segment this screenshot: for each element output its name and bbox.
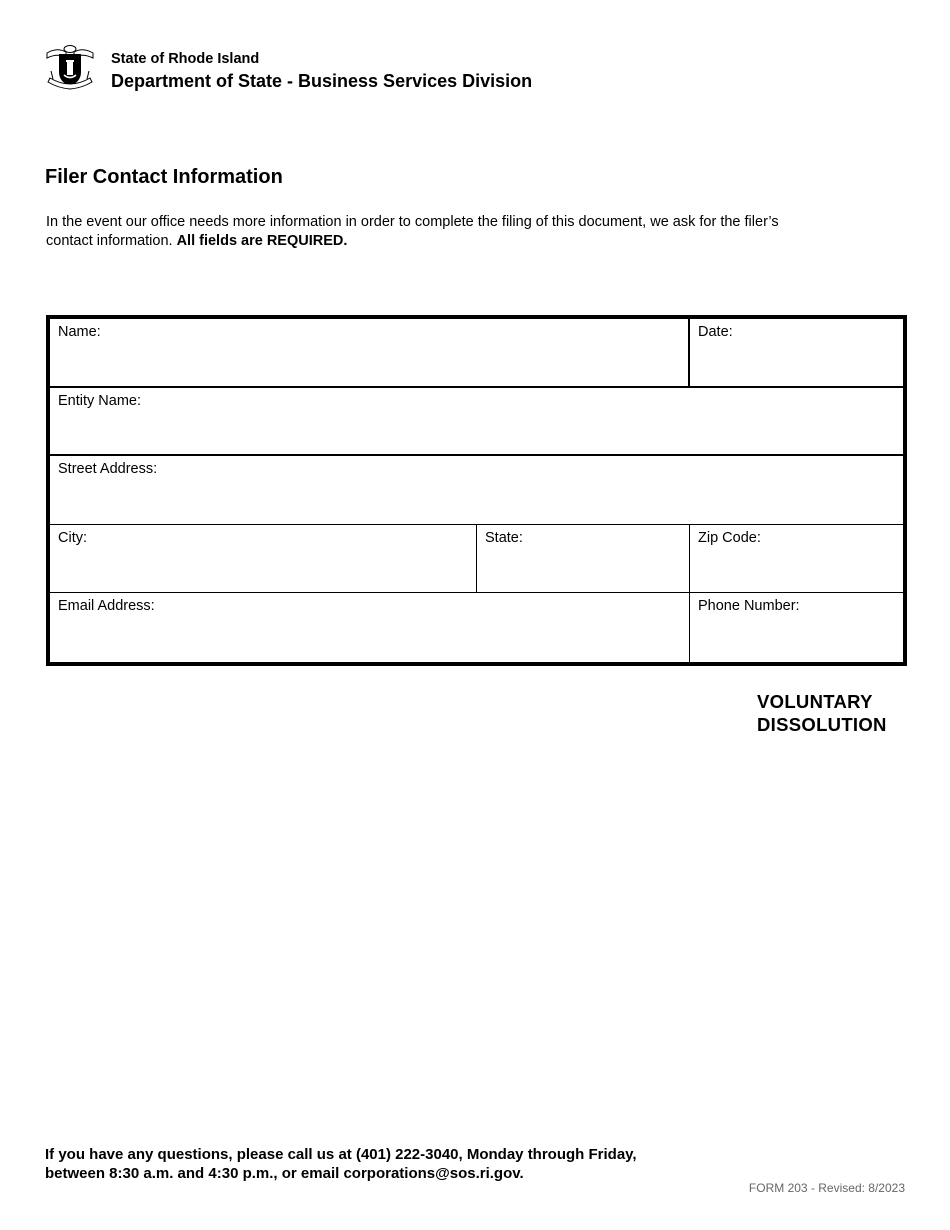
city-field[interactable] (50, 525, 477, 593)
entity-name-field[interactable] (50, 388, 903, 456)
footer-contact-line1: If you have any questions, please call us at (401) 222-3040, Monday through Friday, (45, 1146, 637, 1163)
zip-code-label: Zip Code: (698, 530, 761, 546)
footer-contact-line2: between 8:30 a.m. and 4:30 p.m., or email corporations@sos.ri.gov. (45, 1165, 524, 1182)
required-note: All fields are REQUIRED. (176, 233, 348, 249)
name-field[interactable] (50, 319, 690, 388)
date-field[interactable] (690, 319, 903, 388)
phone-number-label: Phone Number: (698, 598, 800, 614)
street-address-label: Street Address: (58, 461, 158, 477)
state-label: State: (485, 530, 523, 546)
contact-form (46, 315, 907, 666)
city-label: City: (58, 530, 87, 546)
date-label: Date: (698, 324, 733, 340)
department-name: Department of State - Business Services Division (111, 71, 533, 91)
street-address-field[interactable] (50, 456, 903, 525)
entity-name-label: Entity Name: (58, 393, 141, 409)
document-type-line2: DISSOLUTION (757, 714, 887, 735)
email-address-label: Email Address: (58, 598, 155, 614)
section-title: Filer Contact Information (45, 166, 283, 188)
phone-number-field[interactable] (690, 593, 903, 662)
state-field[interactable] (477, 525, 690, 593)
intro-text: In the event our office needs more information in order to complete the filing of this document, we ask for the filer’s contact information. (46, 214, 779, 249)
zip-code-field[interactable] (690, 525, 903, 593)
name-label: Name: (58, 324, 101, 340)
email-address-field[interactable] (50, 593, 690, 662)
form-revision: FORM 203 - Revised: 8/2023 (748, 1181, 905, 1195)
document-type (757, 690, 887, 736)
state-seal-icon (44, 44, 96, 92)
intro-paragraph (46, 213, 826, 251)
state-name: State of Rhode Island (111, 51, 260, 67)
footer-contact (45, 1145, 637, 1183)
document-type-line1: VOLUNTARY (757, 691, 873, 712)
